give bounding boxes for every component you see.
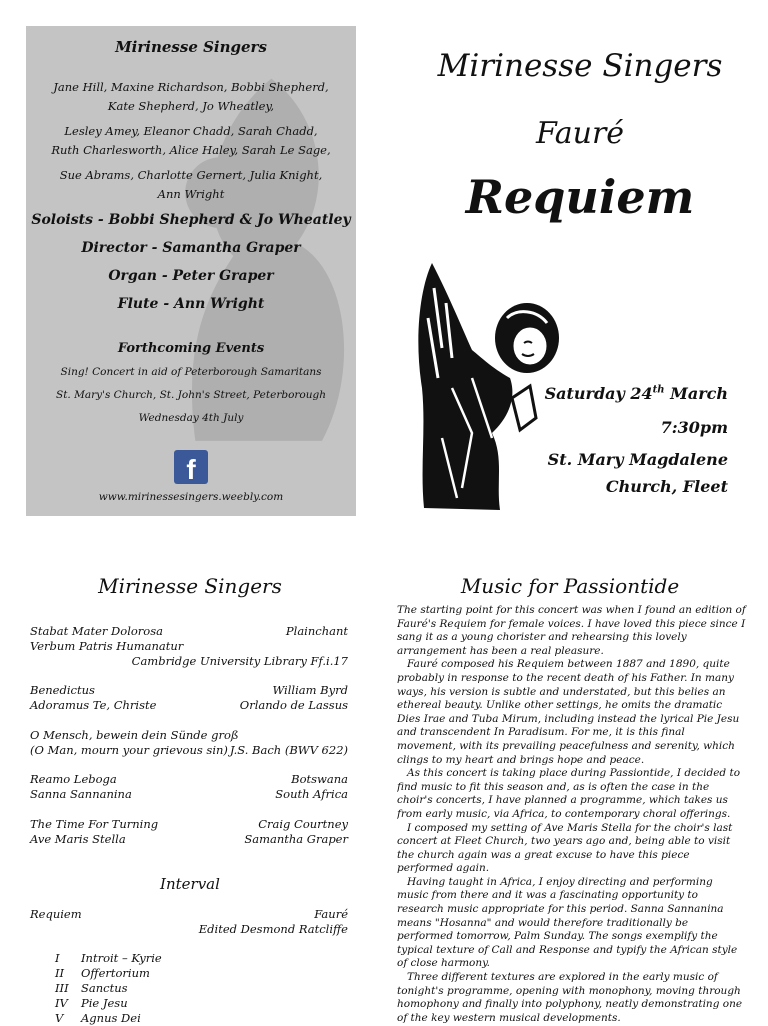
piece-title: Sanna Sannanina — [30, 787, 132, 801]
piece-title: The Time For Turning — [30, 817, 159, 831]
programme-group — [30, 728, 348, 758]
essay-paragraph: Having taught in Africa, I enjoy directing and performing music from there and it was a fascinating opportunity to research music appropriate for this period. Sanna Sannanina means "Hosanna" and would therefore traditionally be performed tomorrow, Palm Sunday. The songs exemplify the typical texture of Call and Response and typify the African style of close harmony. — [397, 875, 738, 970]
piece-translation: (O Man, mourn your grievous sin) — [30, 743, 228, 757]
cover-date: Saturday 24th March — [544, 384, 728, 403]
programme-group — [30, 683, 348, 713]
cover-composer: Fauré — [535, 116, 625, 151]
organ-line: Organ - Peter Graper — [108, 268, 274, 284]
essay-body — [397, 604, 747, 1024]
programme-group — [30, 817, 348, 847]
essay-paragraph: I composed my setting of Ave Maris Stella for the choir's last concert at Fleet Church, two years ago and, being able to visit the church again was a great excuse to have this piece performed again. — [397, 821, 733, 875]
piece-origin: South Africa — [275, 787, 348, 801]
piece-title: Ave Maris Stella — [30, 832, 126, 846]
piece-title: Requiem — [30, 907, 82, 921]
piece-composer: Orlando de Lassus — [239, 698, 348, 712]
piece-composer: Samantha Graper — [244, 832, 348, 846]
member-line: Kate Shepherd, Jo Wheatley, — [107, 99, 275, 113]
member-line: Sue Abrams, Charlotte Gernert, Julia Knight, — [59, 168, 323, 182]
piece-composer: Craig Courtney — [258, 817, 348, 831]
website-link[interactable]: www.mirinessesingers.weebly.com — [98, 491, 284, 503]
piece-composer: Fauré — [314, 907, 348, 921]
essay-paragraph: Fauré composed his Requiem between 1887 and 1890, quite probably in response to the recent death of his Father. In many ways, his version is subtle and understated, but this belies an ethereal beauty. Unlike other settings, he omits the dramatic Dies Irae and Tuba Mirum, including instead the lyrical Pie Jesu and transcendent In Paradisum. For me, it is this final movement, with its prevailing peacefulness and serenity, which clings to my heart and brings hope and peace. — [397, 658, 740, 766]
member-line: Ann Wright — [157, 187, 225, 201]
cover-time: 7:30pm — [660, 418, 728, 437]
movement-item: I Introit – Kyrie — [55, 951, 162, 965]
piece-composer: J.S. Bach (BWV 622) — [229, 743, 348, 757]
programme-title: Mirinesse Singers — [98, 574, 282, 598]
movement-item: III Sanctus — [55, 981, 128, 995]
essay-paragraph: Three different textures are explored in the early music of tonight's programme, opening with monophony, moving through homophony and finally into polyphony, neatly demonstrating one of the key western musical developments. — [397, 971, 743, 1024]
event-line: Sing! Concert in aid of Peterborough Samaritans — [60, 366, 322, 378]
piece-title: Benedictus — [30, 683, 95, 697]
cover-venue-line-1: St. Mary Magdalene — [547, 450, 728, 469]
choir-info-panel — [26, 26, 356, 516]
essay-paragraph: The starting point for this concert was when I found an edition of Fauré's Requiem for female voices. I have loved this piece since I sang it as a young chorister and rehearsing this lovely arrangement has been a real pleasure. — [397, 604, 746, 657]
piece-source: Cambridge University Library Ff.i.17 — [131, 654, 348, 668]
essay-paragraph: As this concert is taking place during Passiontide, I decided to find music to fit this season and, as is often the case in the choir's concerts, I have planned a programme, which takes us from early music, via Africa, to contemporary choral offerings. — [397, 767, 741, 820]
soloists-line: Soloists - Bobbi Shepherd & Jo Wheatley — [31, 212, 351, 228]
facebook-icon[interactable]: f — [174, 450, 208, 484]
flute-line: Flute - Ann Wright — [117, 296, 265, 312]
piece-origin: Botswana — [291, 772, 348, 786]
programme-group — [30, 907, 348, 937]
cover-choir-name: Mirinesse Singers — [437, 48, 723, 84]
piece-title: Verbum Patris Humanatur — [30, 639, 184, 653]
movement-item: V Agnus Dei — [55, 1011, 141, 1025]
piece-editor: Edited Desmond Ratcliffe — [198, 922, 348, 936]
piece-composer: Plainchant — [285, 624, 348, 638]
movement-item: IV Pie Jesu — [55, 996, 128, 1010]
interval-heading: Interval — [160, 875, 220, 893]
essay-title: Music for Passiontide — [460, 574, 680, 598]
piece-title: O Mensch, bewein dein Sünde groß — [30, 728, 239, 742]
piece-title: Stabat Mater Dolorosa — [30, 624, 163, 638]
movement-list — [55, 951, 162, 1026]
programme-group — [30, 772, 348, 802]
piece-title: Adoramus Te, Christe — [30, 698, 157, 712]
events-heading: Forthcoming Events — [117, 341, 265, 356]
cover-work-title: Requiem — [465, 170, 695, 224]
event-line: St. Mary's Church, St. John's Street, Peterborough — [56, 389, 326, 401]
member-line: Ruth Charlesworth, Alice Haley, Sarah Le Sage, — [51, 143, 331, 157]
member-line: Lesley Amey, Eleanor Chadd, Sarah Chadd, — [64, 124, 318, 138]
piece-title: Reamo Leboga — [30, 772, 117, 786]
event-line: Wednesday 4th July — [138, 412, 244, 424]
movement-item: II Offertorium — [55, 966, 150, 980]
cover-venue-line-2: Church, Fleet — [605, 477, 728, 496]
member-line: Jane Hill, Maxine Richardson, Bobbi Shepherd, — [53, 80, 329, 94]
piece-composer: William Byrd — [272, 683, 348, 697]
panel-title: Mirinesse Singers — [115, 38, 267, 56]
programme-group — [30, 624, 348, 669]
director-line: Director - Samantha Graper — [81, 240, 301, 256]
